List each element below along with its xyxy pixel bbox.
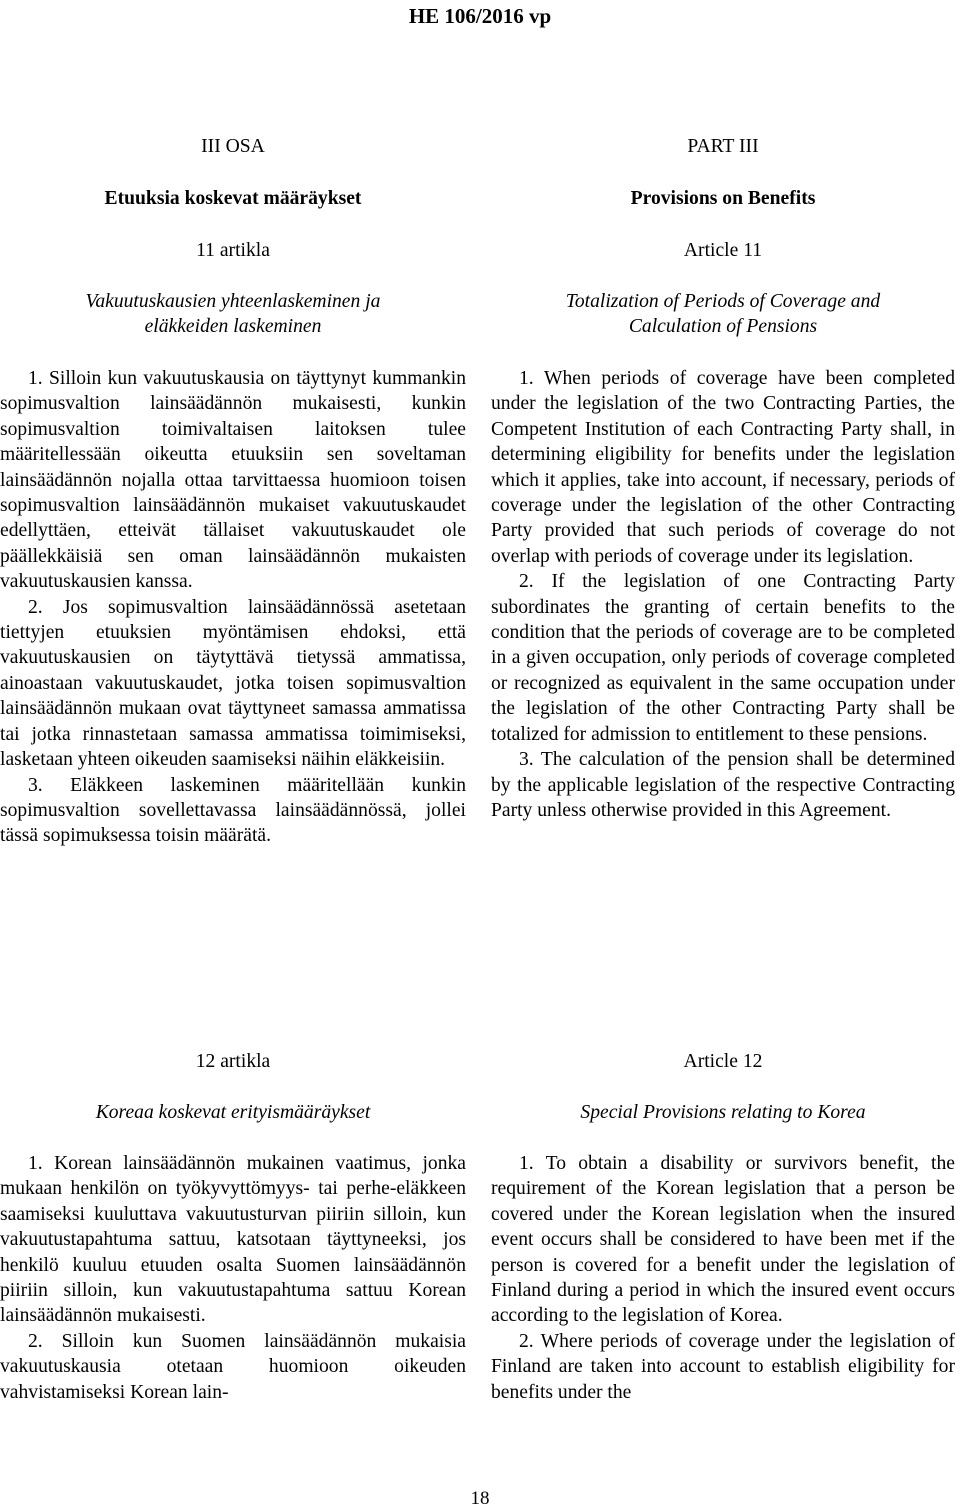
page-number: 18 (470, 1488, 490, 1509)
article-12-title-en: Special Provisions relating to Korea (580, 1102, 866, 1123)
part-heading-en: PART III (687, 136, 759, 157)
article-body-fi (0, 366, 466, 849)
document-header: HE 106/2016 vp (408, 4, 552, 28)
article-12-body-fi (0, 1151, 466, 1405)
article-title-fi-line2: eläkkeiden laskeminen (144, 316, 322, 337)
article-title-fi-line1: Vakuutuskausien yhteenlaskeminen ja (85, 291, 381, 312)
paragraph-2-en: 2. If the legislation of one Contracting Party subordinates the granting of certain benefits to the condition that the periods of coverage are to be completed in a given occupation, only periods of coverage completed or recognized as equivalent in the same occupation under the legislation of the other Contracting Party shall be totalized for admission to entitlement to these pensions. (491, 571, 955, 745)
part-title-en: Provisions on Benefits (630, 188, 816, 209)
part-title-fi: Etuuksia koskevat määräykset (104, 188, 362, 209)
article-12-title-fi: Koreaa koskevat erityismääräykset (95, 1102, 371, 1123)
article-title-en-line1: Totalization of Periods of Coverage and (565, 291, 881, 312)
article-heading-fi: 11 artikla (196, 240, 270, 261)
article-12-heading-en: Article 12 (683, 1051, 763, 1072)
article-body-en (491, 366, 955, 823)
paragraph-2-fi: 2. Jos sopimusvaltion lainsäädännössä asetetaan tiettyjen etuuksien myöntämisen ehdoksi, että vakuutuskausien on täytyttävä tietyssä ammatissa, ainoastaan vakuutuskaudet, jotka toisen sopimusvaltion lainsäädännön mukaan ovat täyttyneet samassa ammatissa tai jotka rinnastetaan samassa ammatissa toimimiseksi, lasketaan yhteen oikeuden saamiseksi näihin eläkkeisiin. (0, 596, 466, 771)
part-heading-fi: III OSA (201, 136, 265, 157)
article-12-paragraph-2-en: 2. Where periods of coverage under the legislation of Finland are taken into account to establish eligibility for benefits under the (491, 1330, 955, 1403)
paragraph-1-en: 1. When periods of coverage have been completed under the legislation of the two Contracting Parties, the Competent Institution of each Contracting Party shall, in determining eligibility for benefits under the legislation which it applies, take into account, if necessary, periods of coverage under the legislation of the other Contracting Party provided that such periods of coverage do not overlap with periods of coverage under its legislation. (491, 368, 955, 567)
article-title-en-line2: Calculation of Pensions (628, 316, 818, 337)
paragraph-1-fi: 1. Silloin kun vakuutuskausia on täyttynyt kummankin sopimusvaltion lainsäädännön mukaisesti, kunkin sopimusvaltion toimivaltaisen laitoksen tulee määritellessään oikeutta etuuksiin sen soveltaman lainsäädännön nojalla ottaa tarvittaessa huomioon toisen sopimusvaltion lainsäädännön mukaiset vakuutuskaudet edellyttäen, etteivät tällaiset vakuutuskaudet ole päällekkäisiä sen oman lainsäädännön mukaisten vakuutuskausien kanssa. (0, 368, 466, 593)
article-12-paragraph-1-fi: 1. Korean lainsäädännön mukainen vaatimus, jonka mukaan henkilön on työkyvyttömyys- tai perhe-eläkkeen saamiseksi kuuluttava vakuutusturvan piiriin silloin, kun vakuutustapahtuma sattuu, katsotaan täyttyneeksi, jos henkilö kuuluu etuuden osalta Suomen lainsäädännön piiriin silloin, kun vakuutustapahtuma sattuu Korean lainsäädännön mukaisesti. (0, 1153, 466, 1327)
article-12-paragraph-2-fi: 2. Silloin kun Suomen lainsäädännön mukaisia vakuutuskausia otetaan huomioon oikeuden vahvistamiseksi Korean lain- (0, 1330, 466, 1403)
article-12-heading-fi: 12 artikla (195, 1051, 271, 1072)
paragraph-3-en: 3. The calculation of the pension shall be determined by the applicable legislation of the respective Contracting Party unless otherwise provided in this Agreement. (491, 749, 955, 821)
article-heading-en: Article 11 (683, 240, 763, 261)
article-12-body-en (491, 1151, 955, 1405)
article-12-paragraph-1-en: 1. To obtain a disability or survivors benefit, the requirement of the Korean legislation that a person be covered under the Korean legislation when the insured event occurs shall be considered to have been met if the person is covered for a benefit under the legislation of Finland during a period in which the insured event occurs according to the legislation of Korea. (491, 1153, 955, 1327)
paragraph-3-fi: 3. Eläkkeen laskeminen määritellään kunkin sopimusvaltion sovellettavassa lainsäädännössä, jollei tässä sopimuksessa toisin määrätä. (0, 774, 466, 847)
